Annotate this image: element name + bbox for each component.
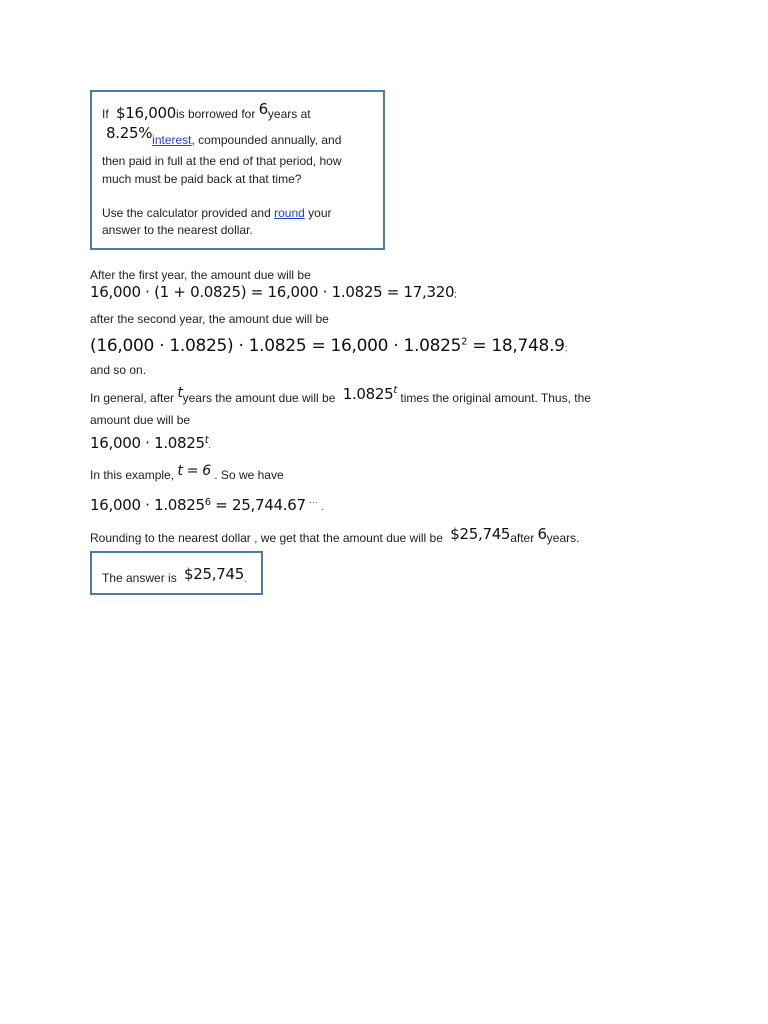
- example-line: [90, 463, 284, 483]
- answer-box: [90, 551, 263, 595]
- equation-1-end: ;: [454, 289, 457, 299]
- borrowed-for-text: is borrowed for: [175, 107, 256, 121]
- equation-3-end: .: [208, 440, 211, 450]
- general-text-a: In general, after: [90, 391, 175, 405]
- rounding-line: [90, 525, 580, 546]
- general-text-b: years the amount due will be: [182, 391, 336, 405]
- question-line-5: [102, 206, 332, 220]
- equation-4-result: = 25,744.67: [210, 496, 306, 514]
- general-line-2: amount due will be: [90, 413, 191, 427]
- equation-1: [90, 283, 457, 301]
- years-at-text: years at: [267, 107, 311, 121]
- answer-line: [102, 565, 247, 586]
- interest-link[interactable]: interest: [152, 133, 192, 147]
- equation-4: [90, 496, 324, 514]
- equation-4-exponent: 6: [204, 497, 211, 508]
- instruction-text-b: your: [308, 206, 332, 220]
- second-year-intro: after the second year, the amount due will be: [90, 312, 329, 326]
- growth-base: 1.0825: [342, 385, 394, 403]
- rounded-amount: $25,745: [450, 525, 511, 543]
- t-equals-6: t = 6: [177, 463, 211, 479]
- equation-4-dots: ···: [309, 497, 319, 507]
- question-text-a: , compounded annually, and: [191, 133, 342, 147]
- example-text-b: . So we have: [214, 468, 284, 482]
- growth-exponent: t: [393, 385, 398, 396]
- principal-amount: $16,000: [116, 104, 176, 122]
- equation-2: [90, 336, 567, 356]
- general-text-c: times the original amount. Thus, the: [400, 391, 591, 405]
- equation-4-base: 16,000 · 1.0825: [90, 496, 205, 514]
- question-line-4: much must be paid back at that time?: [102, 172, 302, 186]
- example-text-a: In this example,: [90, 468, 175, 482]
- answer-label: The answer is: [102, 571, 177, 585]
- interest-rate: 8.25%: [106, 124, 153, 142]
- and-so-on: and so on.: [90, 363, 147, 377]
- rounding-text-c: years.: [546, 531, 580, 545]
- general-line: [90, 385, 591, 406]
- equation-2-exponent: 2: [461, 336, 468, 348]
- equation-3-base: 16,000 · 1.0825: [90, 434, 205, 452]
- equation-3: [90, 434, 211, 452]
- equation-2-paren: [90, 336, 565, 356]
- equation-4-end: .: [321, 502, 324, 512]
- instruction-text-a: Use the calculator provided and: [102, 206, 271, 220]
- question-line-3: then paid in full at the end of that period, how: [102, 154, 342, 168]
- rounding-text-a: Rounding to the nearest dollar , we get that the amount due will be: [90, 531, 443, 545]
- first-year-intro: After the first year, the amount due will be: [90, 268, 311, 282]
- equation-2-result: = 18,748.9: [467, 336, 565, 356]
- equation-1-expression: 16,000 · (1 + 0.0825) = 16,000 · 1.0825 = 17,320: [90, 283, 455, 301]
- question-box: [90, 90, 385, 250]
- equation-3-exponent: t: [204, 435, 209, 446]
- question-line-2: [106, 124, 342, 148]
- question-line-6: answer to the nearest dollar.: [102, 223, 253, 237]
- round-link[interactable]: round: [274, 206, 305, 220]
- question-line-1: [102, 100, 311, 122]
- t-variable: t: [177, 385, 183, 401]
- years-value: 6: [258, 100, 268, 118]
- equation-2-end: ;: [564, 343, 568, 353]
- question-if: If: [102, 107, 109, 121]
- growth-factor: [343, 385, 397, 403]
- answer-value: $25,745: [184, 565, 244, 583]
- answer-end: .: [243, 574, 247, 584]
- rounding-years: 6: [537, 525, 547, 543]
- equation-2-base: (16,000 · 1.0825) · 1.0825 = 16,000 · 1.0825: [90, 336, 462, 356]
- rounding-text-b: after: [510, 531, 535, 545]
